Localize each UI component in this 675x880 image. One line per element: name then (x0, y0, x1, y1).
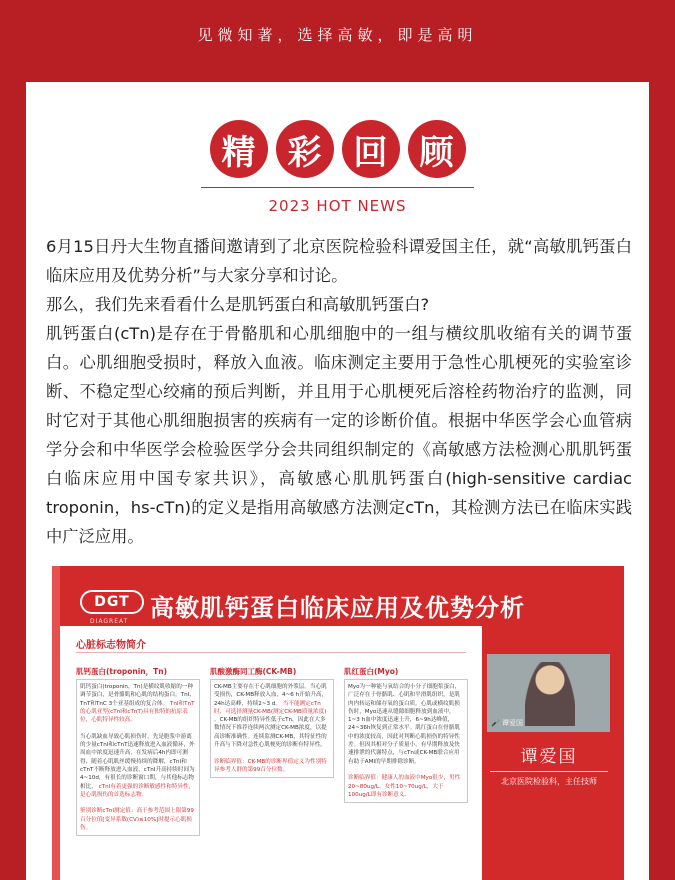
webinar-screenshot (52, 566, 624, 880)
column-highlight: TnI和TnT的心肌亚型(cTnI和cTnT)具有独特的抗原表位，心肌特异性较高。 (80, 700, 195, 724)
top-slogan: 见微知著，选择高敏，即是高明 (197, 26, 478, 44)
marker-column-ckmb (210, 666, 334, 778)
speaker-avatar (525, 662, 575, 726)
column-text: 诊断临界值：CK-MB的诊断界值定义为性别特异参考人群的第99百分位数。 (214, 758, 327, 773)
column-title: 肌红蛋白(Myo) (344, 667, 399, 676)
speaker-org: 北京医院检验科，主任技师 (501, 777, 597, 786)
article-paragraph-1: 6月15日丹大生物直播间邀请到了北京医院检验科谭爱国主任，就“高敏肌钙蛋白临床应用及优势分析”与大家分享和讨论。 (46, 237, 632, 285)
title-divider (201, 187, 474, 188)
column-box (210, 679, 334, 778)
panel-divider (76, 652, 466, 653)
column-title: 肌酸激酶同工酶(CK-MB) (210, 667, 297, 676)
column-text: 当心肌缺血导致心肌损伤时，先是胞浆中游离的少量cTnI和cTnT迅速释放进入血液循环，外周血中浓度迅速升高，在发病后4h内即可测得，随着心肌肌丝缓慢持续的降解，cTnI和cTnT不断释放进入血液，cTnI升高持续时间为4~10d，有很长的诊断窗口期，与其他标志物相比， (80, 733, 195, 790)
speaker-name: 谭爱国 (520, 747, 578, 767)
slide-left-stripe (52, 566, 60, 880)
title-char-1: 精 (210, 120, 268, 178)
article-body (46, 232, 632, 551)
dgt-logo: DGT (80, 590, 144, 614)
section-title (0, 120, 675, 178)
column-text: 鉴别诊断cTnI测定值：高于参考范围上限第99百分位值[变异系数(CV)≤10%]时提示心肌损伤。 (80, 808, 194, 832)
section-subtitle: 2023 HOT NEWS (268, 197, 407, 215)
slide-title: 高敏肌钙蛋白临床应用及优势分析 (150, 594, 525, 622)
column-box (344, 679, 468, 803)
column-text: 。CK-MB的组织特异性低于cTn，因此在大多数情况下推荐连续两次测定CK-MB浓度，以提高诊断准确性。连续监测CK-MB，其特征性的升高与下降对急性心肌梗死的诊断有特异性。 (214, 717, 327, 749)
speaker-divider (490, 771, 608, 772)
column-highlight: cTnI有着更强的诊断敏感性和特异性，是心肌损伤的首选标志物。 (80, 783, 195, 798)
video-name-label: 🎤 谭爱国 (491, 719, 523, 727)
column-box (76, 679, 200, 836)
article-paragraph-2: 那么，我们先来看看什么是肌钙蛋白和高敏肌钙蛋白? (46, 295, 430, 314)
column-highlight: 当不能测定cTn时，可选择测量CK-MB(测定CK-MB质量浓度) (214, 700, 327, 715)
article-paragraph-3: 肌钙蛋白(cTn)是存在于骨骼肌和心肌细胞中的一组与横纹肌收缩有关的调节蛋白。心肌细胞受损时，释放入血液。临床测定主要用于急性心肌梗死的实验室诊断、不稳定型心绞痛的预后判断，并且用于心肌梗死后溶栓药物治疗的监测，同时它对于其他心肌细胞损害的疾病有一定的诊断价值。根据中华医学会心血管病学分会和中华医学会检验医学分会共同组织制定的《高敏感方法检测心肌肌钙蛋白临床应用中国专家共识》，高敏感心肌肌钙蛋白(high-sensitive cardiac troponin，hs-cTn)的定义是指用高敏感方法测定cTn，其检测方法已在临床实践中广泛应用。 (46, 324, 632, 546)
dgt-logo-subtitle: DIAGREAT (90, 618, 129, 625)
column-text: CK-MB主要存在于心肌细胞的外浆层。当心肌受损伤，CK-MB释放入血，4~6 h开始升高，24h达高峰，持续2~3 d。 (214, 684, 328, 707)
slide-panel (60, 626, 482, 880)
marker-column-myo (344, 666, 468, 803)
title-char-4: 顾 (408, 120, 466, 178)
title-char-3: 回 (342, 120, 400, 178)
column-text: 诊断临界值：健康人的血液中Myo很少，男性20~80ug/L，女性10~70ug/L，大于100ug/L即有诊断意义。 (348, 775, 461, 798)
column-title: 肌钙蛋白(troponin，Tn) (76, 667, 168, 676)
panel-title: 心脏标志物简介 (76, 640, 146, 651)
title-char-2: 彩 (276, 120, 334, 178)
marker-column-troponin (76, 666, 200, 836)
video-label-text: 谭爱国 (501, 719, 523, 727)
speaker-video (487, 654, 610, 732)
column-text: Myo为一种能与氧结合的小分子细胞浆蛋白，广泛存在于骨骼肌、心肌和平滑肌组织，是肌肉内转运和储存氧的蛋白质。心肌或横纹肌损伤时，Myo迅速从缝隙细胞释放到血液中，1~3 h血中浓度迅速上升，6~9h达峰值，24~36h恢复到正常水平。肌红蛋白在骨骼肌中的浓度较高，因此对判断心肌损伤的特异性差。但因其相对分子质量小，有早期释放及快速排泄的代谢特点，与cTn或CK-MB联合应用有助于AMI的早期排除诊断。 (348, 684, 461, 765)
speaker-card (482, 742, 616, 802)
column-text: 肌钙蛋白(troponin，Tn)是横纹肌收缩的一种调节蛋白，是骨骼肌和心肌的结构蛋白。TnI、TnT和TnC 3个亚基组成的复合体。 (80, 684, 195, 707)
